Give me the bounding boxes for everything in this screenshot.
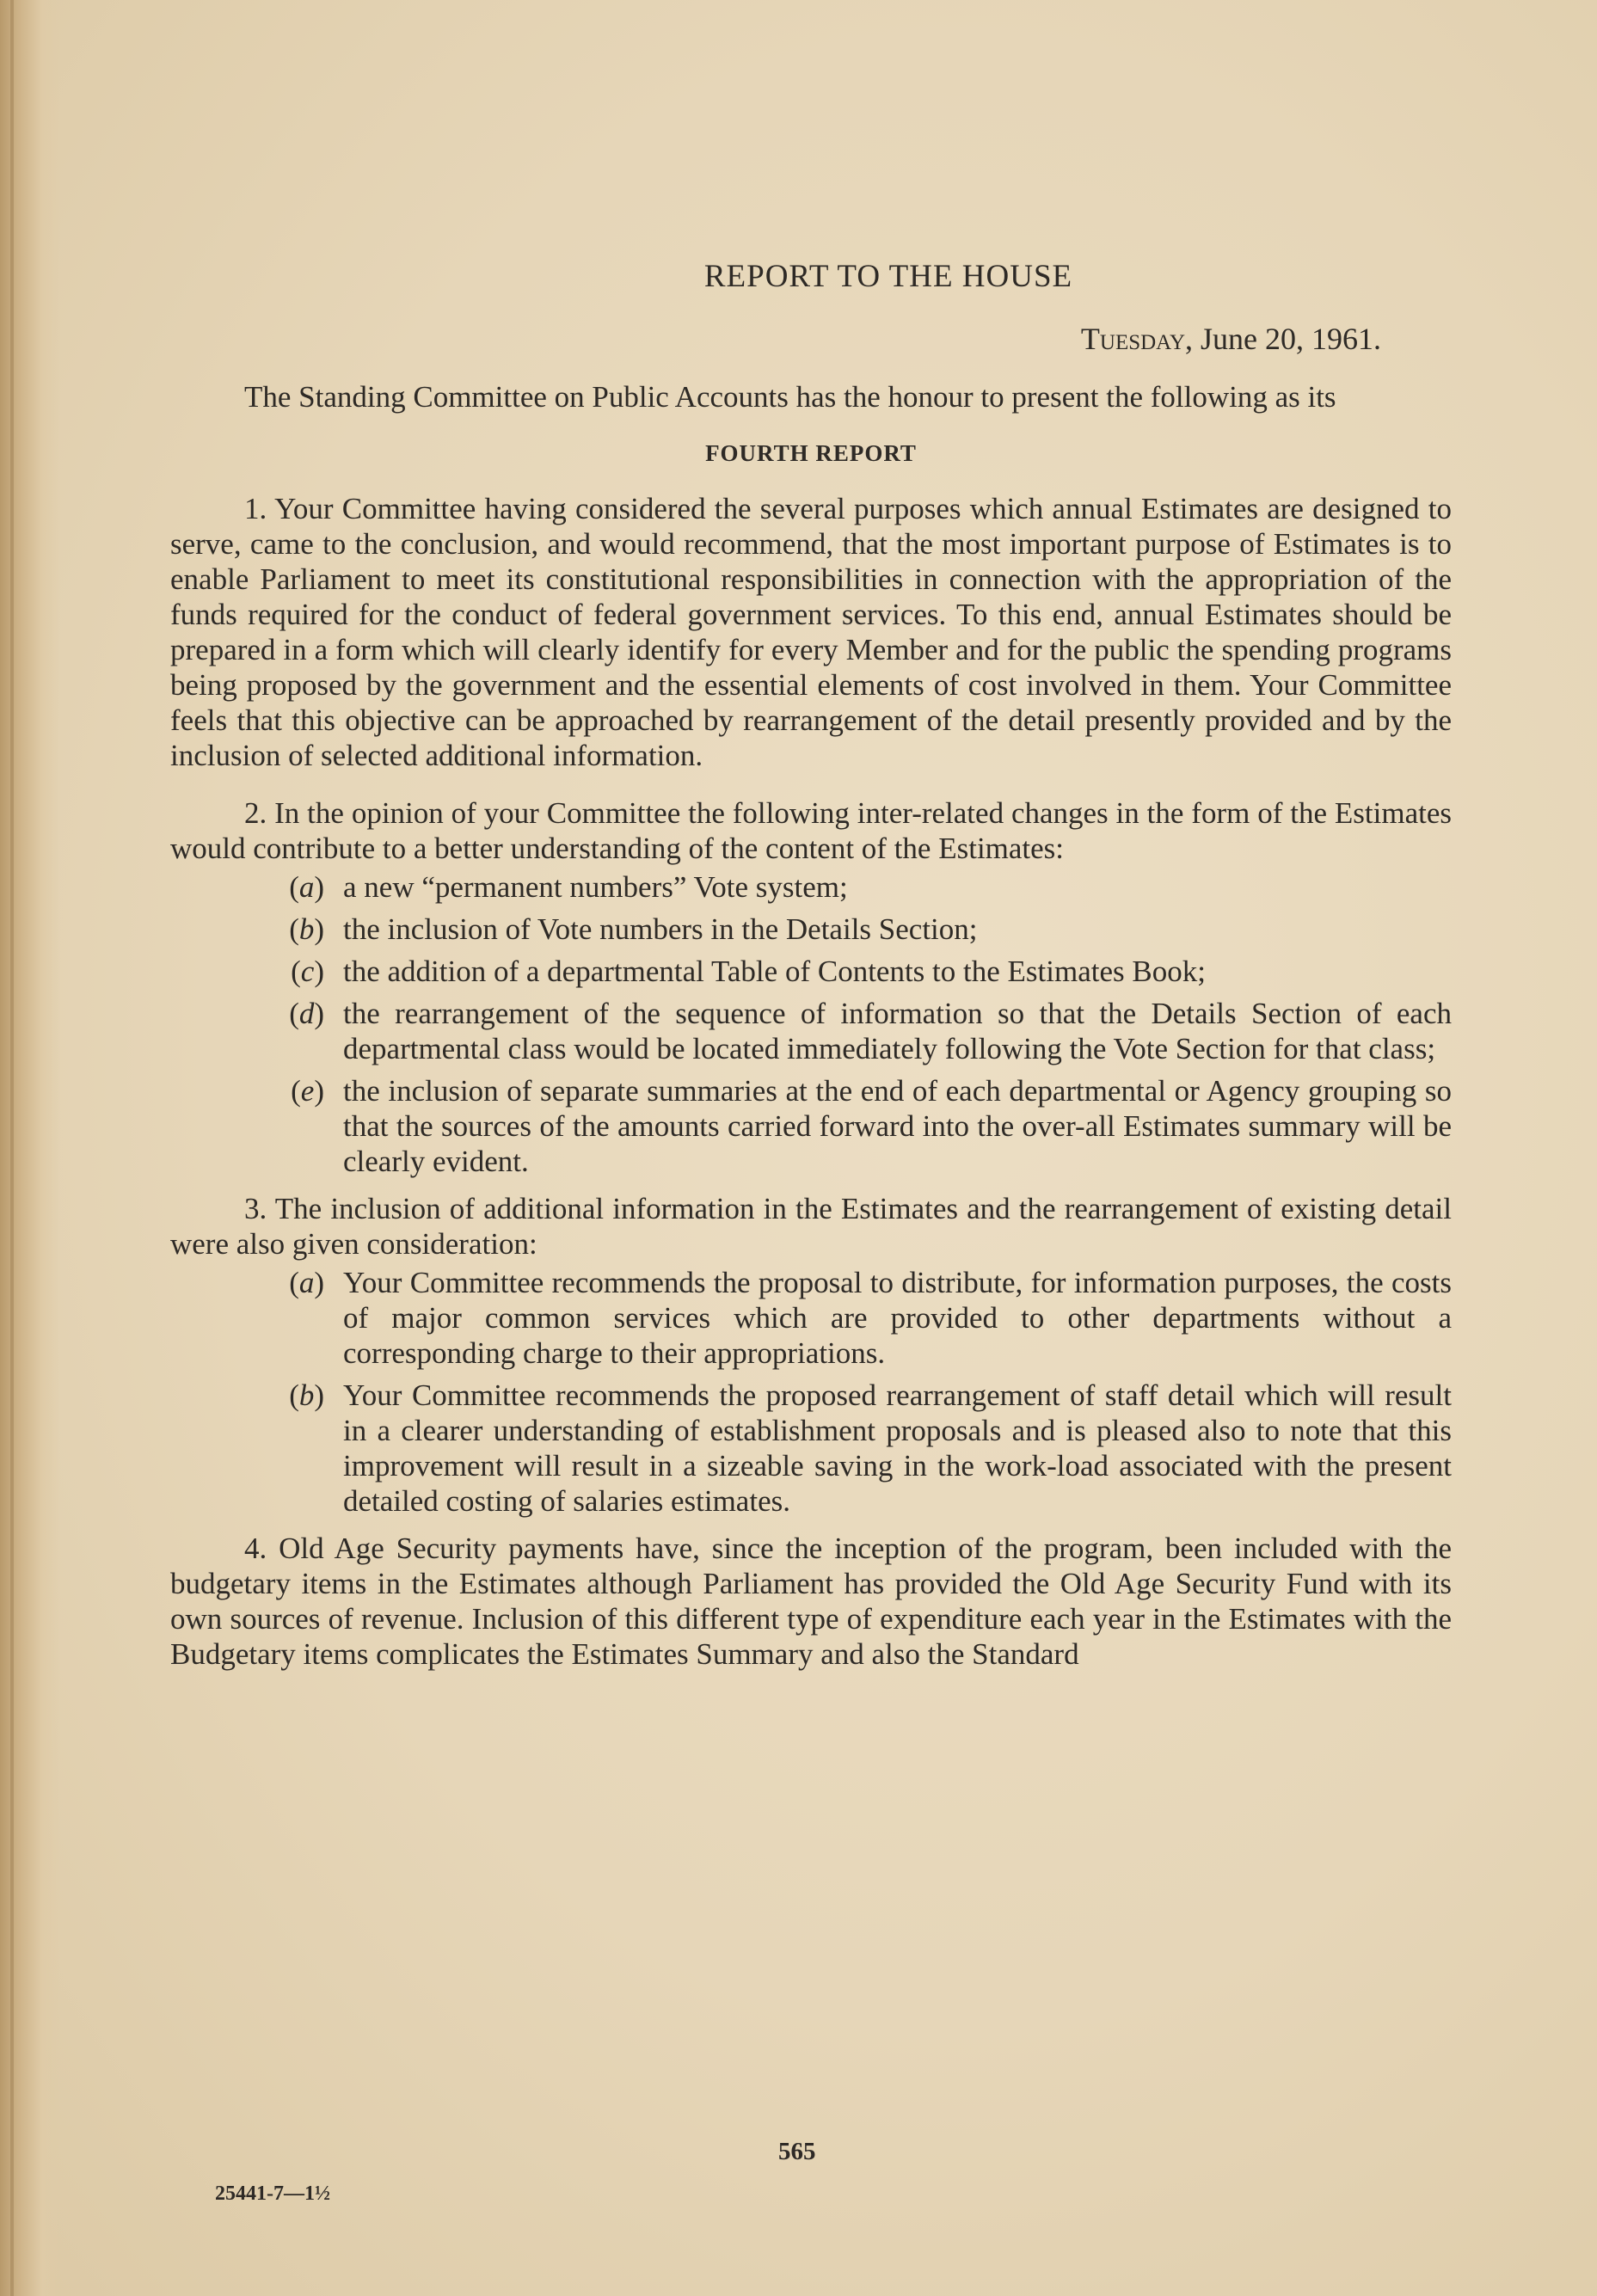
print-code: 25441-7—1½: [215, 2182, 330, 2205]
report-date-day: Tuesday: [1080, 322, 1185, 356]
report-date: [170, 321, 1452, 357]
list-item-label: c: [300, 955, 315, 988]
list-item: (b) the inclusion of Vote numbers in the Details Section;: [170, 912, 1452, 947]
list-item: (c) the addition of a departmental Table of Contents to the Estimates Book;: [170, 954, 1452, 989]
list-item-label: d: [298, 997, 315, 1030]
list-item-label: a: [298, 870, 315, 904]
intro-paragraph: The Standing Committee on Public Accounts has the honour to present the following as its: [244, 380, 1336, 414]
list-item-label: a: [298, 1266, 315, 1299]
list-item-label: b: [298, 912, 315, 946]
report-date-rest: , June 20, 1961.: [1185, 322, 1381, 356]
list-item-text: Your Committee recommends the proposed rearrangement of staff detail which will result in a clearer understanding of establishment proposals and is pleased also to note that this improvement will result in a sizeable saving in the work-load associated with the present detailed costing of salaries estimates.: [343, 1378, 1452, 1518]
paragraph-4: 4. Old Age Security payments have, since the inception of the program, been included with the budgetary items in the Estimates although Parliament has provided the Old Age Security Fund with its own sources of revenue. Inclusion of this different type of expenditure each year in the Estimates with the Budgetary items complicates the Estimates Summary and also the Standard: [170, 1532, 1452, 1671]
page-binding-edge: [10, 0, 14, 2296]
list-item: (a) a new “permanent numbers” Vote system;: [170, 869, 1452, 905]
paragraph-1: 1. Your Committee having considered the several purposes which annual Estimates are designed to serve, came to the conclusion, and would recommend, that the most important purpose of Estimates is to enable Parliament to meet its constitutional responsibilities in connection with the appropriation of the funds required for the conduct of federal government services. To this end, annual Estimates should be prepared in a form which will clearly identify for every Member and for the public the spending programs being proposed by the government and the essential elements of cost involved in them. Your Committee feels that this objective can be approached by rearrangement of the detail presently provided and by the inclusion of selected additional information.: [170, 492, 1452, 772]
paragraph-2-list: [170, 869, 1452, 1179]
report-title: REPORT TO THE HOUSE: [703, 259, 1073, 294]
list-item: (d) the rearrangement of the sequence of information so that the Details Section of each departmental class would be located immediately following the Vote Section for that class;: [289, 997, 1452, 1065]
list-item-text: the rearrangement of the sequence of information so that the Details Section of each departmental class would be located immediately following the Vote Section for that class;: [343, 997, 1452, 1065]
list-item-text: the inclusion of Vote numbers in the Details Section;: [343, 912, 978, 946]
list-item: (a) Your Committee recommends the proposal to distribute, for information purposes, the costs of major common services which are provided to other departments without a corresponding charge to their appropriations.: [289, 1266, 1452, 1370]
list-item: (e) the inclusion of separate summaries at the end of each departmental or Agency grouping so that the sources of the amounts carried forward into the over-all Estimates summary will be clearly evident.: [291, 1074, 1452, 1178]
list-item-text: Your Committee recommends the proposal to distribute, for information purposes, the costs of major common services which are provided to other departments without a corresponding charge to their appropriations.: [343, 1266, 1452, 1370]
list-item-label: e: [300, 1074, 315, 1108]
paragraph-2: 2. In the opinion of your Committee the following inter-related changes in the form of the Estimates would contribute to a better understanding of the content of the Estimates:: [170, 796, 1452, 865]
page-number: 565: [778, 2138, 816, 2165]
list-item-text: a new “permanent numbers” Vote system;: [343, 870, 848, 904]
paragraph-3-list: [170, 1265, 1452, 1519]
list-item-text: the inclusion of separate summaries at the end of each departmental or Agency grouping so that the sources of the amounts carried forward into the over-all Estimates summary will be clearly evident.: [343, 1074, 1452, 1178]
list-item-text: the addition of a departmental Table of Contents to the Estimates Book;: [343, 955, 1206, 988]
list-item-label: b: [298, 1378, 315, 1412]
fourth-report-heading: FOURTH REPORT: [705, 440, 917, 466]
list-item: (b) Your Committee recommends the proposed rearrangement of staff detail which will result in a clearer understanding of establishment proposals and is pleased also to note that this improvement will result in a sizeable saving in the work-load associated with the present detailed costing of salaries estimates.: [289, 1378, 1452, 1518]
document-body: [170, 258, 1452, 1672]
page-binding-shadow: [0, 0, 60, 2296]
paragraph-3: 3. The inclusion of additional information in the Estimates and the rearrangement of existing detail were also given consideration:: [170, 1192, 1452, 1261]
